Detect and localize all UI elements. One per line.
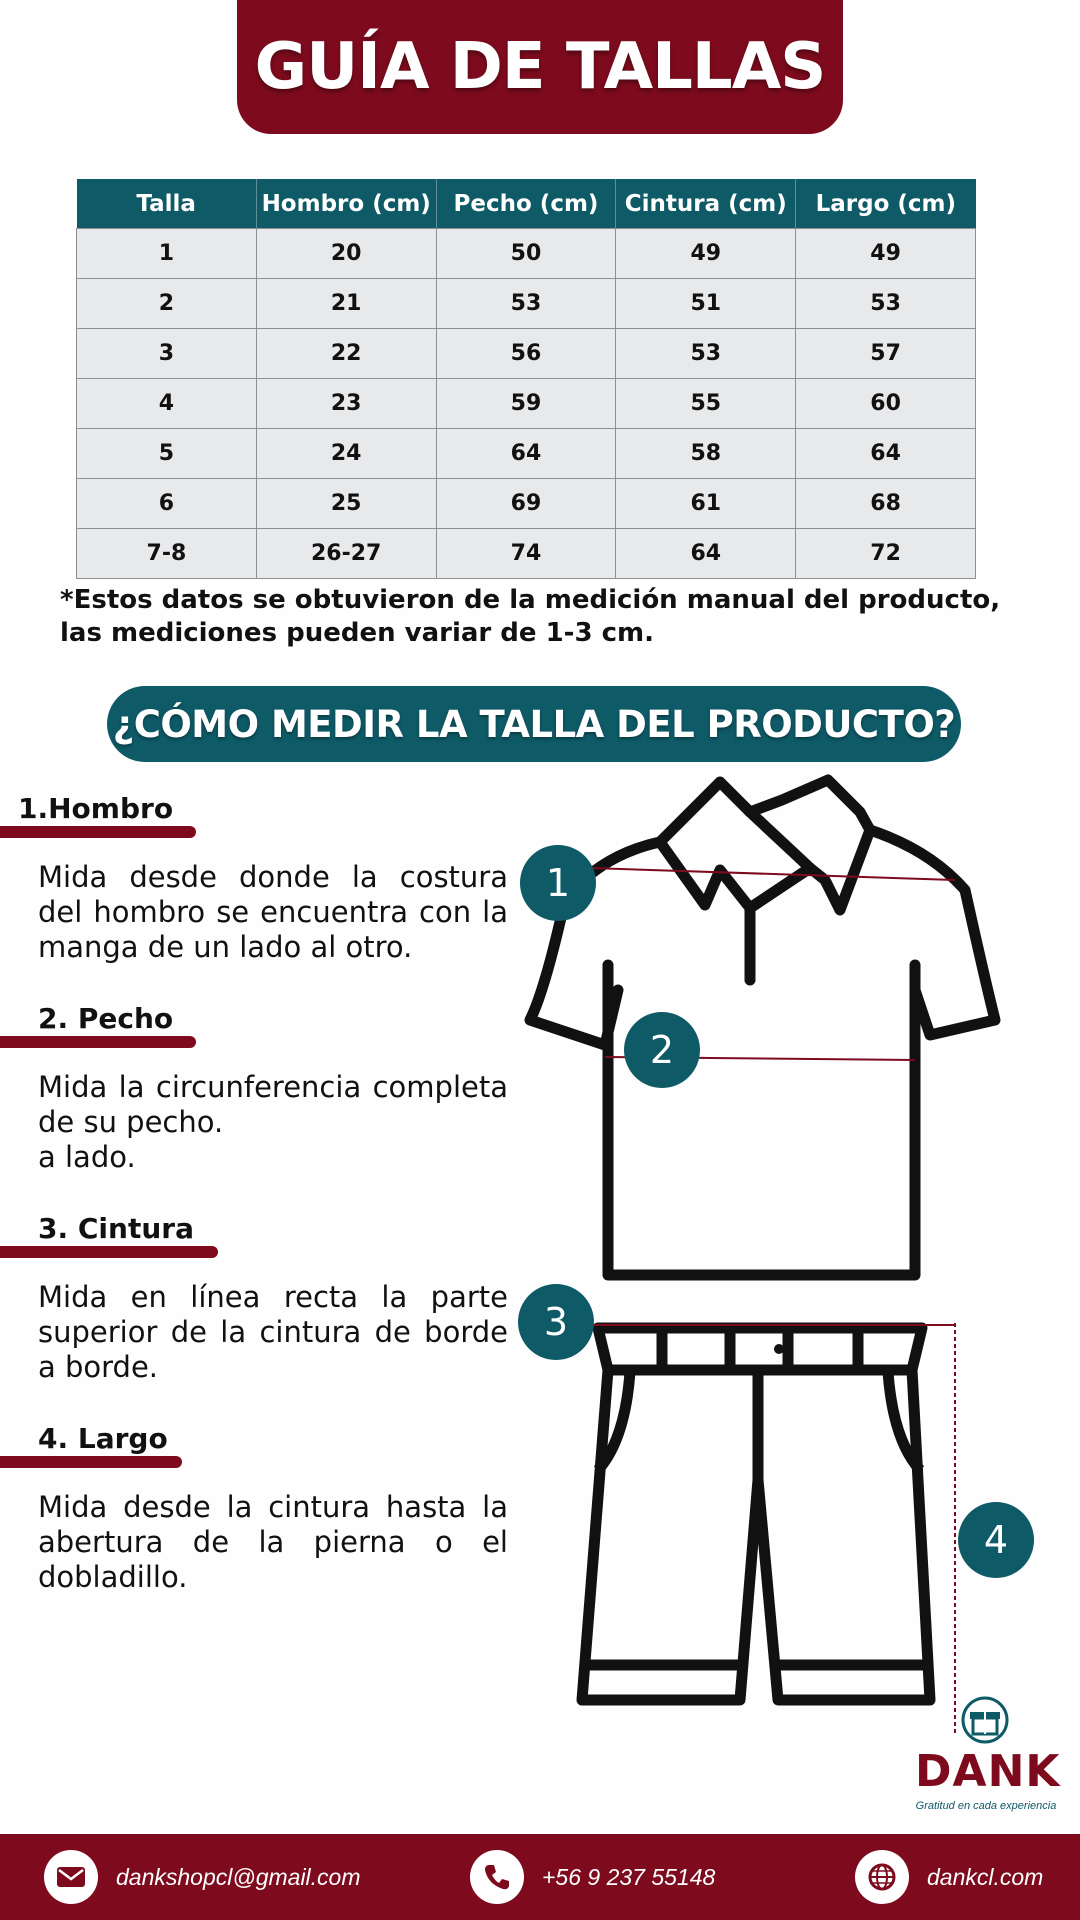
table-cell: 64 [616,529,796,579]
table-cell: 68 [796,479,976,529]
table-cell: 72 [796,529,976,579]
step-largo [0,1422,510,1594]
step-text: Mida en línea recta la parte superior de la cintura de borde a borde. [38,1280,508,1384]
footer [0,1834,1080,1920]
header-cintura: Cintura (cm) [616,179,796,229]
table-cell: 6 [77,479,257,529]
step-cintura [0,1212,510,1384]
table-header-row [77,179,976,229]
brand-logo [915,1690,1061,1820]
garment-drawing [510,760,1080,1760]
table-cell: 50 [436,229,616,279]
how-to-measure-title: ¿CÓMO MEDIR LA TALLA DEL PRODUCTO? [112,702,956,746]
table-cell: 69 [436,479,616,529]
step-title: 1.Hombro [18,792,174,825]
globe-icon [855,1850,909,1904]
step-title: 3. Cintura [38,1212,194,1245]
table-cell: 21 [256,279,436,329]
step-heading [0,1212,510,1260]
shorts-illustration [582,1328,930,1700]
footer-phone[interactable] [470,1834,715,1920]
table-cell: 59 [436,379,616,429]
step-underline [0,826,196,838]
table-cell: 5 [77,429,257,479]
note-line-1: *Estos datos se obtuvieron de la medición manual del producto, [60,585,1001,615]
page-title: GUÍA DE TALLAS [254,30,826,104]
table-cell: 74 [436,529,616,579]
badge-3: 3 [518,1284,594,1360]
table-cell: 57 [796,329,976,379]
step-hombro [0,792,510,964]
table-cell: 26-27 [256,529,436,579]
table-cell: 53 [616,329,796,379]
table-cell: 49 [616,229,796,279]
table-cell: 53 [436,279,616,329]
step-underline [0,1246,218,1258]
brand-tagline: Gratitud en cada experiencia [915,1800,1057,1812]
step-text: Mida desde donde la costura del hombro se encuentra con la manga de un lado al otro. [38,860,508,964]
polo-shirt-illustration [530,780,995,1275]
table-cell: 3 [77,329,257,379]
footer-email[interactable] [44,1834,361,1920]
table-cell: 25 [256,479,436,529]
table-row [77,279,976,329]
web-text[interactable]: dankcl.com [927,1863,1044,1890]
step-heading [0,1422,510,1470]
footer-web[interactable] [855,1834,1043,1920]
shorts-button [774,1344,784,1354]
title-banner [237,0,843,134]
table-cell: 61 [616,479,796,529]
step-underline [0,1036,196,1048]
measurement-note [60,584,1020,650]
table-cell: 64 [436,429,616,479]
step-heading [0,792,510,840]
step-heading [0,1002,510,1050]
table-cell: 53 [796,279,976,329]
badge-1: 1 [520,845,596,921]
size-table [76,179,976,579]
step-text: Mida desde la cintura hasta la abertura de la pierna o el dobladillo. [38,1490,508,1594]
shoulder-measure-line [590,868,955,880]
badge-4: 4 [958,1502,1034,1578]
table-cell: 60 [796,379,976,429]
step-title: 2. Pecho [38,1002,174,1035]
table-cell: 4 [77,379,257,429]
table-row [77,379,976,429]
header-largo: Largo (cm) [796,179,976,229]
table-row [77,479,976,529]
table-cell: 64 [796,429,976,479]
table-cell: 7-8 [77,529,257,579]
table-cell: 20 [256,229,436,279]
step-title: 4. Largo [38,1422,168,1455]
brand-name: DANK [915,1746,1061,1797]
badge-2: 2 [624,1012,700,1088]
email-text[interactable]: dankshopcl@gmail.com [116,1863,361,1890]
header-pecho: Pecho (cm) [436,179,616,229]
table-row [77,329,976,379]
table-cell: 24 [256,429,436,479]
step-underline [0,1456,182,1468]
phone-text[interactable]: +56 9 237 55148 [542,1863,716,1890]
table-row [77,529,976,579]
step-text: Mida la circunferencia completa de su pecho. a lado. [38,1070,508,1174]
mail-icon [44,1850,98,1904]
step-pecho [0,1002,510,1174]
table-cell: 49 [796,229,976,279]
garment-illustrations [510,760,1080,1760]
table-cell: 55 [616,379,796,429]
table-cell: 58 [616,429,796,479]
gift-box-icon [915,1690,1055,1750]
table-cell: 1 [77,229,257,279]
table-row [77,429,976,479]
table-cell: 2 [77,279,257,329]
table-cell: 51 [616,279,796,329]
table-row [77,229,976,279]
header-talla: Talla [77,179,257,229]
header-hombro: Hombro (cm) [256,179,436,229]
phone-icon [470,1850,524,1904]
note-line-2: las mediciones pueden variar de 1-3 cm. [60,618,655,648]
table-cell: 22 [256,329,436,379]
table-cell: 56 [436,329,616,379]
table-cell: 23 [256,379,436,429]
how-to-measure-banner [107,686,961,762]
